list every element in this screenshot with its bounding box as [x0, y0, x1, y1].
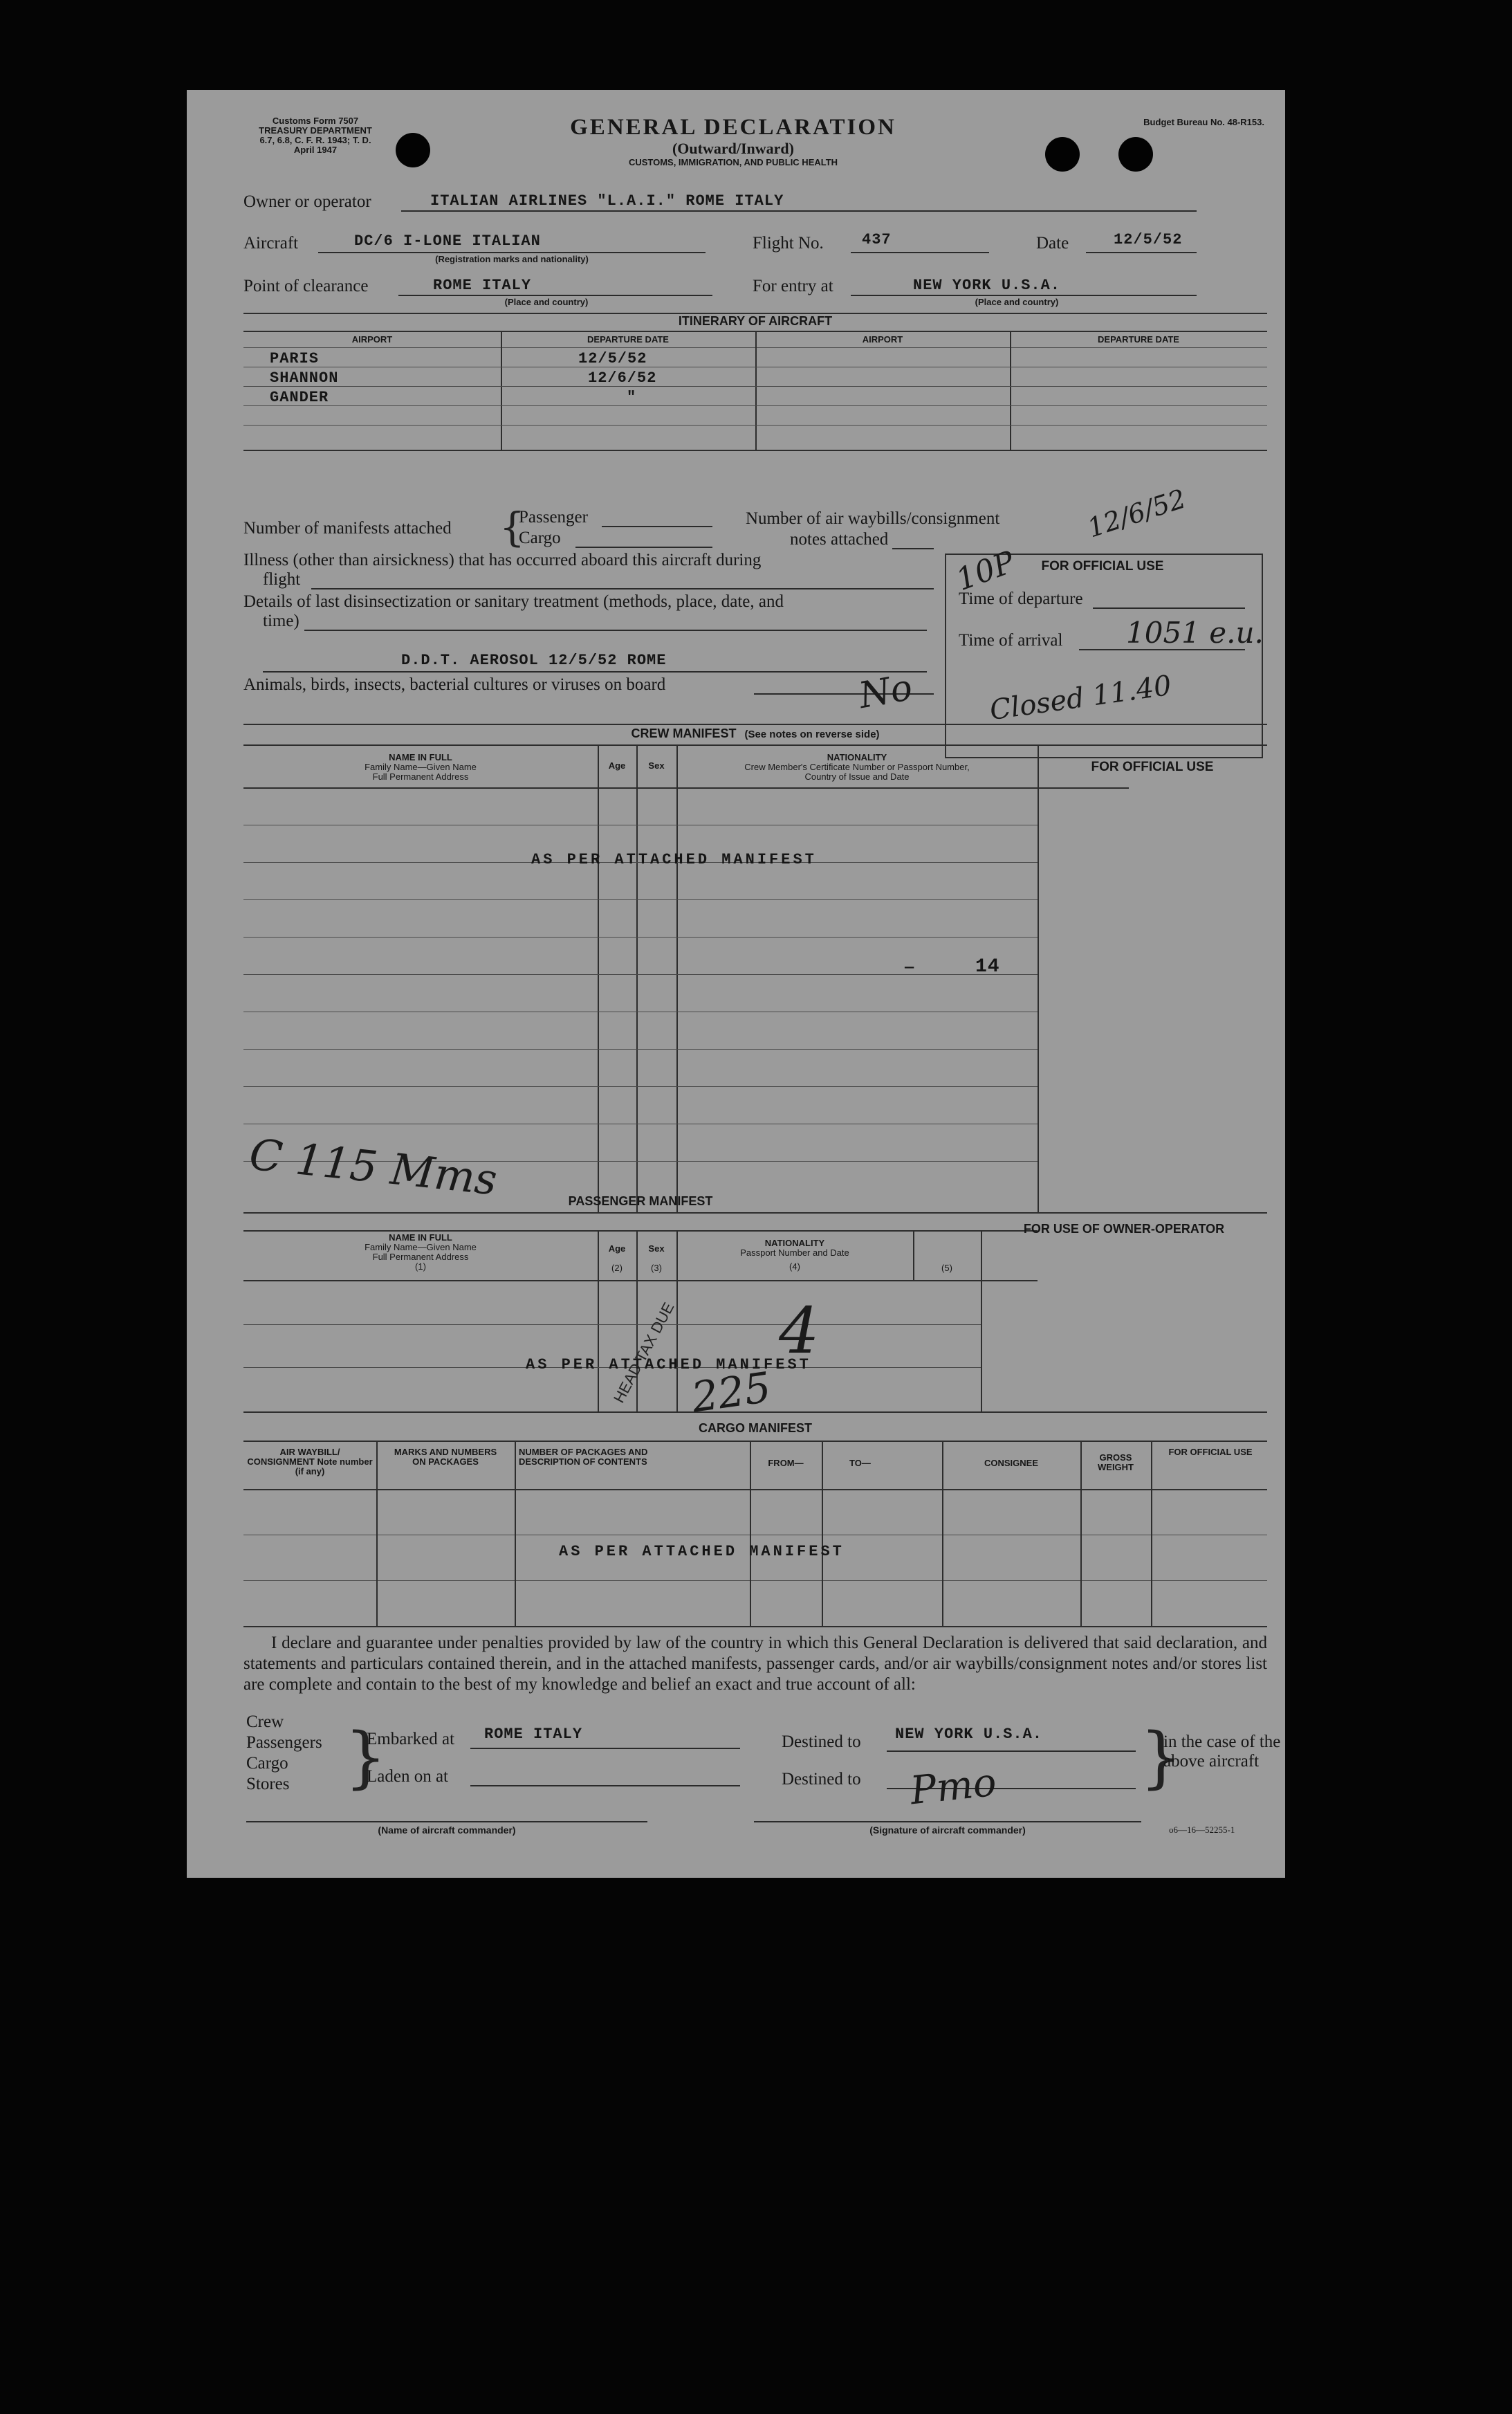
cargo-col: [376, 1441, 378, 1626]
arrival-time-value: 1051 e.u.: [1126, 616, 1264, 650]
head-tax-stamp: HEAD TAX DUE: [610, 1299, 678, 1406]
crew-col-sex: [636, 744, 638, 1212]
passenger-col-number-4: (4): [789, 1261, 800, 1272]
waybill-notes-line: [892, 548, 934, 549]
illness-label-flight: flight: [263, 570, 301, 589]
itinerary-header-airport-1: AIRPORT: [351, 334, 393, 345]
itinerary-header-date-2: DEPARTURE DATE: [1098, 334, 1179, 345]
cargo-col: [942, 1441, 943, 1626]
budget-bureau-number: Budget Bureau No. 48-R153.: [1143, 117, 1264, 127]
handwritten-passenger-mark: 4: [779, 1294, 820, 1368]
print-code: o6—16—52255-1: [1169, 1825, 1235, 1835]
laden-label: Laden on at: [367, 1767, 449, 1786]
cargo-row-rule: [243, 1580, 1267, 1581]
cargo-header-waybill: AIR WAYBILL/ CONSIGNMENT Note number (if any): [247, 1447, 373, 1476]
passenger-count-line: [602, 526, 712, 527]
clearance-line: [398, 295, 712, 296]
passenger-name-header: NAME IN FULL: [389, 1232, 452, 1243]
crew-name-sub-2: Full Permanent Address: [372, 771, 469, 782]
flight-number-label: Flight No.: [753, 234, 824, 253]
crew-bottom-rule: [243, 1212, 1267, 1214]
cargo-header-marks: MARKS AND NUMBERS ON PACKAGES: [394, 1447, 497, 1467]
commander-signature-caption: (Signature of aircraft commander): [869, 1825, 1026, 1836]
passenger-col-owner: [981, 1230, 982, 1411]
illness-line: [311, 588, 934, 589]
owner-label: Owner or operator: [243, 192, 371, 211]
departure-time-line: [1093, 607, 1245, 609]
passenger-col-number-2: (2): [611, 1263, 623, 1273]
form-date-line: April 1947: [293, 145, 338, 155]
declaration-item-cargo: Cargo: [246, 1754, 288, 1773]
department-name: TREASURY DEPARTMENT: [259, 125, 372, 136]
punch-hole-left: [396, 133, 430, 167]
aircraft-value: DC/6 I-LONE ITALIAN: [354, 232, 541, 250]
disinsectization-label-time: time): [263, 612, 299, 630]
handwritten-animals-mark: No: [856, 666, 916, 717]
cargo-count-label: Cargo: [519, 529, 561, 547]
date-label: Date: [1036, 234, 1069, 253]
crew-col-age: [598, 744, 599, 1212]
case-note-2: above aircraft: [1163, 1752, 1260, 1771]
cargo-header-bottom: [243, 1489, 1267, 1490]
itinerary-col-3: [1010, 331, 1011, 450]
form-agencies: CUSTOMS, IMMIGRATION, AND PUBLIC HEALTH: [628, 157, 838, 167]
punch-hole-mid: [1045, 137, 1080, 172]
cargo-col: [750, 1441, 751, 1626]
disinsectization-value: D.D.T. AEROSOL 12/5/52 ROME: [401, 652, 667, 669]
destined-line: [887, 1750, 1136, 1752]
cargo-header-consignee: CONSIGNEE: [984, 1458, 1038, 1468]
animals-label: Animals, birds, insects, bacterial cultures or viruses on board: [243, 675, 666, 694]
cargo-header-description: NUMBER OF PACKAGES AND DESCRIPTION OF CONTENTS: [519, 1447, 648, 1467]
handwritten-passenger-tally: 225: [688, 1363, 774, 1423]
passenger-name-sub-1: Family Name—Given Name: [365, 1242, 477, 1252]
laden-line: [470, 1785, 740, 1786]
manifests-label: Number of manifests attached: [243, 519, 452, 538]
destined-label: Destined to: [782, 1732, 861, 1751]
cargo-header-official: FOR OFFICIAL USE: [1168, 1447, 1253, 1457]
declaration-statement: I declare and guarantee under penalties provided by law of the country in which this General Declaration is delivered that said declaration, and statements and particulars contained therein, and in the attached manifests, passenger cards, and/or air waybills/consignment notes and/or stores list are complete and contain to the best of my knowledge and belief an exact and true account of all:: [243, 1634, 1267, 1694]
itinerary-title: ITINERARY OF AIRCRAFT: [678, 314, 833, 328]
cargo-count-line: [575, 547, 712, 548]
crew-attached-manifest: AS PER ATTACHED MANIFEST: [531, 851, 817, 868]
declaration-item-passengers: Passengers: [246, 1733, 322, 1752]
passenger-nationality-header: NATIONALITY: [764, 1238, 825, 1248]
passenger-count-label: Passenger: [519, 508, 588, 527]
itinerary-row-rule: [243, 405, 1267, 406]
crew-name-sub-1: Family Name—Given Name: [365, 762, 477, 772]
crew-manifest-note: (See notes on reverse side): [744, 729, 880, 740]
destination-brace: }: [1140, 1719, 1183, 1796]
destined-value: NEW YORK U.S.A.: [895, 1726, 1043, 1743]
crew-manifest-title: CREW MANIFEST: [631, 726, 737, 740]
departure-time-label: Time of departure: [959, 589, 1083, 608]
itinerary-header-date-1: DEPARTURE DATE: [587, 334, 669, 345]
passenger-row-rule: [243, 1324, 981, 1325]
owner-operator-header: FOR USE OF OWNER-OPERATOR: [1023, 1222, 1225, 1236]
illness-label: Illness (other than airsickness) that has occurred aboard this aircraft during: [243, 551, 762, 569]
crew-header-top: [243, 744, 1267, 746]
handwritten-closed-mark: Closed 11.40: [988, 669, 1174, 727]
entry-label: For entry at: [753, 277, 833, 295]
passenger-attached-manifest: AS PER ATTACHED MANIFEST: [526, 1356, 811, 1373]
disinsectization-label: Details of last disinsectization or sanitary treatment (methods, place, date, and: [243, 592, 784, 611]
case-note-1: in the case of the: [1163, 1732, 1281, 1751]
disinsectization-line: [304, 630, 927, 631]
crew-row-rule: [243, 899, 1038, 900]
itinerary-date: 12/6/52: [588, 369, 657, 387]
manifests-brace: {: [499, 504, 525, 551]
date-line: [1086, 252, 1197, 253]
passenger-age-header: Age: [608, 1243, 626, 1254]
flight-number-value: 437: [862, 231, 892, 248]
punch-hole-right: [1118, 137, 1153, 172]
clearance-value: ROME ITALY: [433, 277, 532, 294]
itinerary-date: ": [627, 389, 637, 406]
cargo-bottom-rule: [243, 1626, 1267, 1627]
clearance-label: Point of clearance: [243, 277, 369, 295]
cargo-header-from: FROM—: [768, 1458, 804, 1468]
crew-row-rule: [243, 1049, 1038, 1050]
crew-nationality-sub-2: Country of Issue and Date: [804, 771, 910, 782]
crew-count-value: 14: [975, 956, 1000, 978]
crew-row-rule: [243, 1086, 1038, 1087]
form-subtitle: (Outward/Inward): [672, 140, 794, 157]
crew-top-rule: [243, 724, 1267, 725]
itinerary-airport: GANDER: [270, 389, 329, 406]
aircraft-line: [318, 252, 706, 253]
crew-age-header: Age: [608, 760, 626, 771]
crew-count-prefix: —: [905, 959, 915, 976]
commander-signature: Pmo: [907, 1759, 999, 1814]
crew-official-header: FOR OFFICIAL USE: [1091, 760, 1214, 774]
crew-row-rule: [243, 937, 1038, 938]
destined-label-2: Destined to: [782, 1770, 861, 1789]
commander-signature-line: [754, 1821, 1141, 1822]
itinerary-row-rule: [243, 425, 1267, 426]
crew-row-rule: [243, 974, 1038, 975]
passenger-nationality-sub: Passport Number and Date: [740, 1247, 849, 1258]
entry-value: NEW YORK U.S.A.: [913, 277, 1061, 294]
passenger-manifest-title: PASSENGER MANIFEST: [568, 1194, 713, 1208]
crew-header-bottom: [243, 787, 1129, 789]
cargo-header-top: [243, 1441, 1267, 1442]
form-title: GENERAL DECLARATION: [570, 115, 896, 140]
passenger-col-number-3: (3): [651, 1263, 662, 1273]
itinerary-col-2: [755, 331, 757, 450]
cargo-header-to: TO—: [849, 1458, 871, 1468]
official-use-title: FOR OFFICIAL USE: [1041, 559, 1164, 574]
crew-col-official: [1038, 744, 1039, 1212]
declaration-item-crew: Crew: [246, 1712, 284, 1731]
cargo-col: [515, 1441, 516, 1626]
owner-line: [401, 210, 1197, 212]
cargo-header-weight: GROSS WEIGHT: [1098, 1452, 1134, 1472]
embarked-value: ROME ITALY: [484, 1726, 583, 1743]
passenger-header-top: [243, 1230, 1038, 1232]
itinerary-row-rule: [243, 386, 1267, 387]
commander-name-caption: (Name of aircraft commander): [378, 1825, 516, 1836]
itinerary-bottom-rule: [243, 450, 1267, 451]
itinerary-col-1: [501, 331, 502, 450]
crew-name-header: NAME IN FULL: [389, 752, 452, 762]
itinerary-airport: SHANNON: [270, 369, 339, 387]
cargo-col: [822, 1441, 823, 1626]
cargo-attached-manifest: AS PER ATTACHED MANIFEST: [559, 1543, 845, 1560]
embarked-label: Embarked at: [367, 1730, 455, 1748]
waybills-label: Number of air waybills/consignment: [746, 509, 1000, 528]
regulation-line: 6.7, 6.8, C. F. R. 1943; T. D.: [259, 135, 371, 145]
passenger-col-number-5: (5): [941, 1263, 952, 1273]
disinsectization-line-2: [263, 671, 927, 673]
itinerary-airport: PARIS: [270, 350, 320, 367]
aircraft-caption: (Registration marks and nationality): [435, 254, 589, 264]
commander-name-line: [246, 1821, 647, 1822]
crew-nationality-sub-1: Crew Member's Certificate Number or Passport Number,: [744, 762, 970, 772]
date-value: 12/5/52: [1114, 231, 1183, 248]
declaration-form-page: [187, 90, 1285, 1878]
entry-line: [851, 295, 1197, 296]
flight-number-line: [851, 252, 989, 253]
entry-caption: (Place and country): [975, 297, 1059, 307]
handwritten-date: 12/6/52: [1083, 483, 1190, 544]
itinerary-header-airport-2: AIRPORT: [862, 334, 903, 345]
embarked-line: [470, 1748, 740, 1749]
declaration-item-stores: Stores: [246, 1775, 290, 1793]
handwritten-crew-note: C 115 Mms: [247, 1128, 500, 1205]
cargo-manifest-title: CARGO MANIFEST: [699, 1421, 812, 1435]
clearance-caption: (Place and country): [504, 297, 589, 307]
cargo-col: [1080, 1441, 1082, 1626]
aircraft-label: Aircraft: [243, 234, 299, 253]
declaration-items-brace: }: [344, 1719, 387, 1796]
cargo-col: [1151, 1441, 1152, 1626]
owner-value: ITALIAN AIRLINES "L.A.I." ROME ITALY: [430, 192, 784, 210]
waybill-notes-label: notes attached: [790, 530, 889, 549]
handwritten-official-mark: 10P: [951, 544, 1020, 598]
form-number: Customs Form 7507: [272, 116, 359, 126]
passenger-header-bottom: [243, 1280, 1038, 1281]
passenger-name-sub-2: Full Permanent Address: [372, 1252, 469, 1262]
crew-nationality-header: NATIONALITY: [827, 752, 887, 762]
passenger-sex-header: Sex: [648, 1243, 665, 1254]
crew-sex-header: Sex: [648, 760, 665, 771]
arrival-time-label: Time of arrival: [959, 631, 1063, 650]
passenger-col-number-1: (1): [415, 1261, 426, 1272]
itinerary-date: 12/5/52: [578, 350, 647, 367]
crew-col-nat: [676, 744, 678, 1212]
